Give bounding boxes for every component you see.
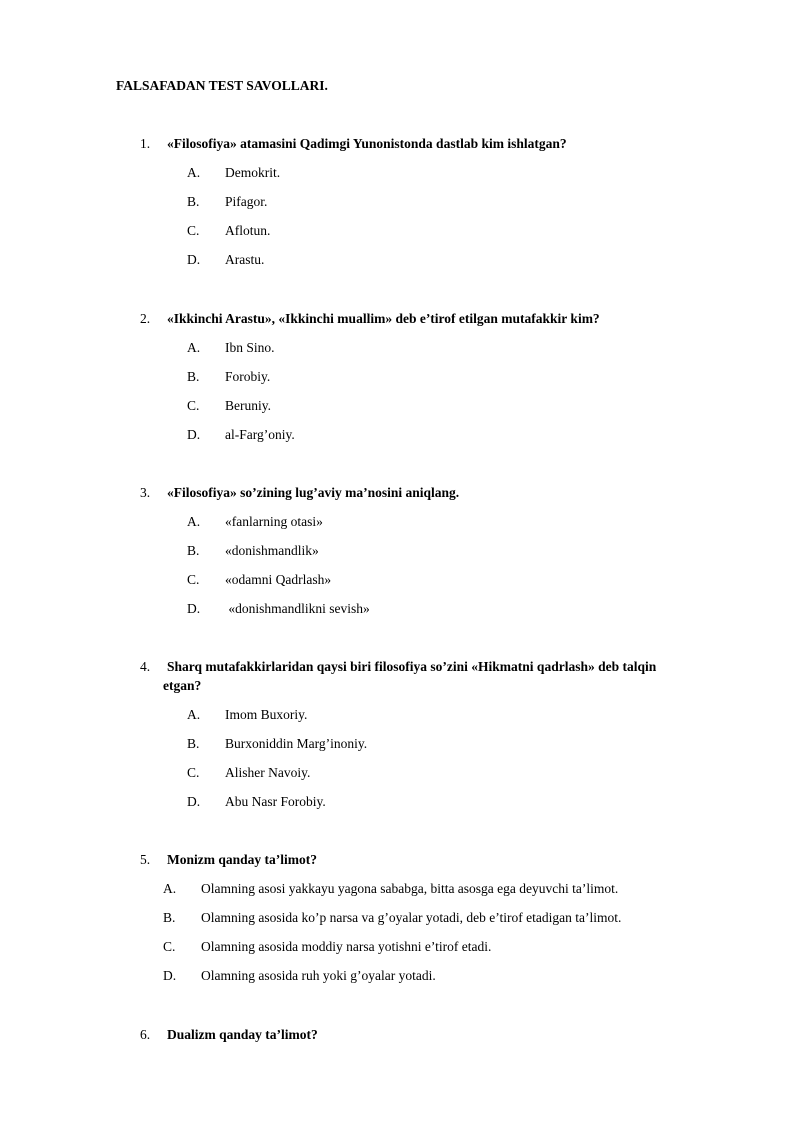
option-text: «odamni Qadrlash» — [225, 572, 332, 587]
option-text: Burxoniddin Marg’inoniy. — [225, 736, 368, 751]
option-letter: C. — [187, 765, 200, 780]
question-number: 5. — [140, 852, 151, 867]
option-letter: B. — [187, 369, 200, 384]
option-text: Olamning asosida moddiy narsa yotishni e’tirof etadi. — [201, 939, 492, 954]
option-letter: B. — [163, 910, 176, 925]
question-number: 6. — [140, 1027, 151, 1042]
option-text: Abu Nasr Forobiy. — [225, 794, 326, 809]
option-text: Olamning asosida ko’p narsa va g’oyalar yotadi, deb e’tirof etadigan ta’limot. — [201, 910, 622, 925]
question-number: 2. — [140, 311, 151, 326]
option-letter: B. — [187, 194, 200, 209]
option-letter: D. — [187, 794, 201, 809]
option-text: «fanlarning otasi» — [225, 514, 323, 529]
document-title: FALSAFADAN TEST SAVOLLARI. — [116, 78, 328, 93]
option-letter: B. — [187, 736, 200, 751]
option-text: Beruniy. — [225, 398, 271, 413]
question-text: «Filosofiya» atamasini Qadimgi Yunonistonda dastlab kim ishlatgan? — [167, 136, 567, 151]
option-letter: D. — [187, 601, 201, 616]
question-text: «Filosofiya» so’zining lug’aviy ma’nosini aniqlang. — [167, 485, 460, 500]
option-text: Demokrit. — [225, 165, 281, 180]
option-text: «donishmandlikni sevish» — [225, 601, 370, 616]
option-letter: A. — [163, 881, 177, 896]
question-text-continuation: etgan? — [163, 678, 202, 693]
option-letter: C. — [187, 572, 200, 587]
option-text: Arastu. — [225, 252, 265, 267]
question-number: 4. — [140, 659, 151, 674]
option-text: Aflotun. — [225, 223, 271, 238]
question-number: 3. — [140, 485, 151, 500]
option-letter: D. — [187, 252, 201, 267]
option-text: «donishmandlik» — [225, 543, 319, 558]
option-letter: A. — [187, 514, 201, 529]
question-number: 1. — [140, 136, 151, 151]
option-letter: A. — [187, 340, 201, 355]
option-text: Pifagor. — [225, 194, 268, 209]
question-text: Monizm qanday ta’limot? — [167, 852, 317, 867]
option-letter: B. — [187, 543, 200, 558]
question-text: «Ikkinchi Arastu», «Ikkinchi muallim» deb e’tirof etilgan mutafakkir kim? — [167, 311, 600, 326]
option-text: Olamning asosida ruh yoki g’oyalar yotadi. — [201, 968, 436, 983]
option-letter: D. — [187, 427, 201, 442]
question-text: Dualizm qanday ta’limot? — [167, 1027, 318, 1042]
option-text: al-Farg’oniy. — [225, 427, 295, 442]
option-letter: D. — [163, 968, 177, 983]
question-text: Sharq mutafakkirlaridan qaysi biri filosofiya so’zini «Hikmatni qadrlash» deb talqin — [167, 659, 657, 674]
option-text: Alisher Navoiy. — [225, 765, 311, 780]
option-letter: A. — [187, 165, 201, 180]
option-letter: C. — [187, 398, 200, 413]
option-letter: C. — [187, 223, 200, 238]
option-letter: C. — [163, 939, 176, 954]
option-text: Forobiy. — [225, 369, 271, 384]
option-text: Imom Buxoriy. — [225, 707, 308, 722]
option-text: Olamning asosi yakkayu yagona sababga, bitta asosga ega deyuvchi ta’limot. — [201, 881, 619, 896]
option-text: Ibn Sino. — [225, 340, 275, 355]
option-letter: A. — [187, 707, 201, 722]
